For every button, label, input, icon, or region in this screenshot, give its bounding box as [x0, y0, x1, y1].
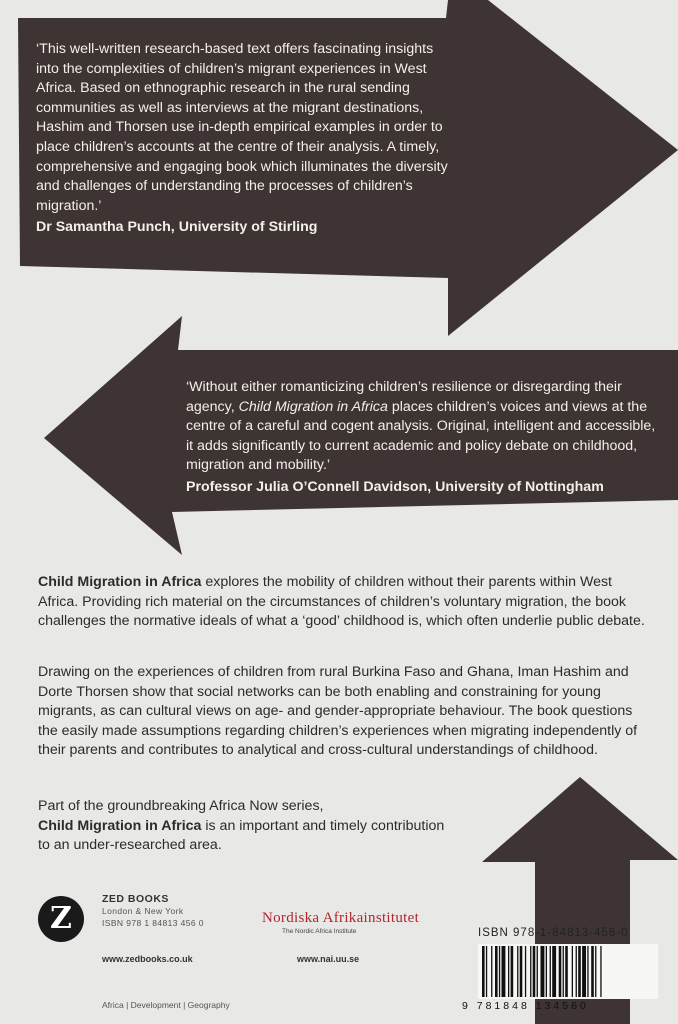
- isbn-label: ISBN 978-1-84813-456-0: [478, 927, 629, 939]
- subject-categories: Africa | Development | Geography: [102, 1000, 230, 1010]
- quote-attribution: Professor Julia O’Connell Davidson, University of Nottingham: [186, 478, 604, 495]
- book-title: Child Migration in Africa: [38, 817, 202, 834]
- blurb-paragraph-2: Drawing on the experiences of children from rural Burkina Faso and Ghana, Iman Hashim and Dorte Thorsen show that social networks can be both enabling and constraining for young migrants, as can cultural views on age- and gender-appropriate behaviour. The book questions the easily made assumptions regarding children’s experiences when migrating independently of their parents and contributes to analytical and cross-cultural understandings of childhood.: [38, 664, 638, 759]
- zed-books-logo: Z: [38, 896, 84, 942]
- nai-name: Nordiska Afrikainstitutet: [262, 910, 420, 926]
- endorsement-quote-punch: [36, 40, 448, 238]
- blurb-text: is an important and timely contribution to an under-researched area.: [38, 817, 445, 854]
- nai-subtitle: The Nordic Africa Institute: [282, 928, 357, 935]
- book-title: Child Migration in Africa: [38, 574, 202, 590]
- publisher-isbn: ISBN 978 1 84813 456 0: [102, 918, 204, 928]
- barcode-digits: 9 781848 134560: [462, 1000, 589, 1012]
- publisher-name: ZED BOOKS: [102, 893, 169, 905]
- quote-attribution: Dr Samantha Punch, University of Stirling: [36, 219, 318, 236]
- blurb-paragraph-1: [38, 573, 648, 632]
- endorsement-quote-davidson: [186, 378, 656, 498]
- publisher-url: www.zedbooks.co.uk: [102, 954, 193, 964]
- blurb-text: explores the mobility of children without their parents within West Africa. Providing rich material on the circumstances of children’s voluntary migration, the book challenges the normative ideals of what a ‘good’ childhood is, which often underlie public debate.: [38, 574, 645, 630]
- blurb-paragraph-3: [38, 797, 458, 856]
- partner-url: www.nai.uu.se: [297, 954, 360, 964]
- publisher-info: [102, 893, 204, 929]
- series-intro: Part of the groundbreaking Africa Now series,: [38, 798, 324, 814]
- quote-text-before: ‘Without either romanticizing children’s resilience or disregarding their agency,: [186, 379, 622, 415]
- quote-text: ‘This well-written research-based text offers fascinating insights into the complexities of children’s migrant experiences in West Africa. Based on ethnographic research in the rural sending communities as well as interviews at the migrant destinations, Hashim and Thorsen use in-depth empirical examples in order to place children’s accounts at the centre of their analysis. A timely, comprehensive and engaging book which illuminates the diversity and challenges of understanding the processes of children’s migration.’: [36, 41, 448, 214]
- barcode: [478, 944, 658, 999]
- nai-logo: [262, 910, 419, 935]
- quote-text-after: places children’s voices and views at the centre of a careful and cogent analysis. Original, intelligent and accessible, it adds significantly to current academic and policy debate on childhood, migration and mobility.’: [186, 398, 656, 474]
- publisher-location: London & New York: [102, 906, 184, 916]
- quote-book-title: Child Migration in Africa: [238, 398, 388, 415]
